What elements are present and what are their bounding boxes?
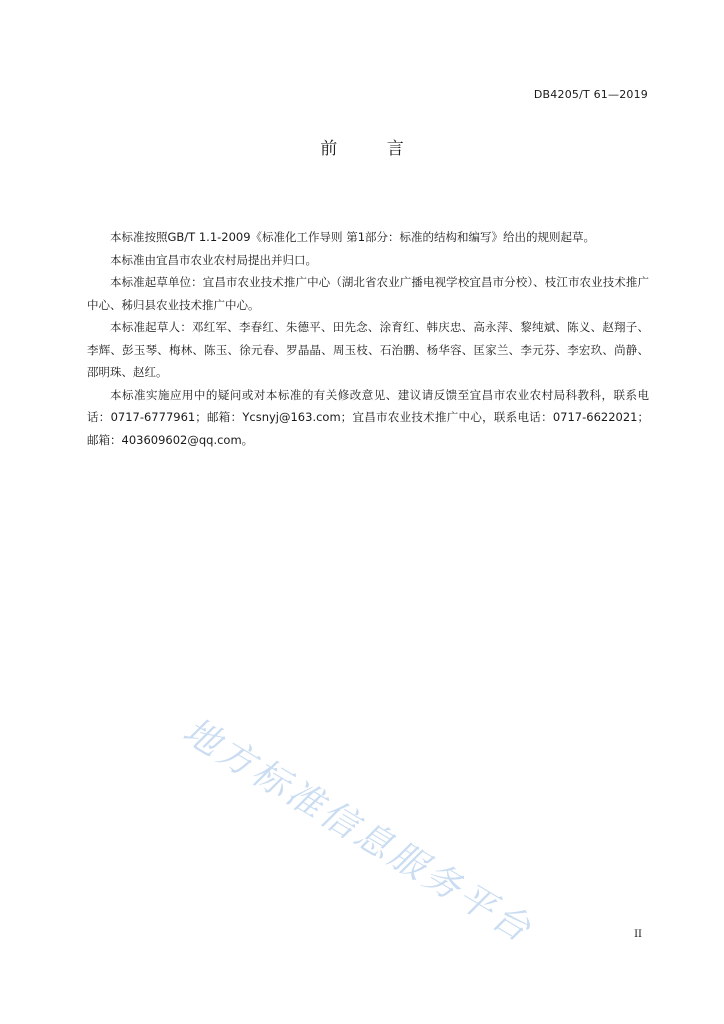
watermark: 地方标准信息服务平台 [175, 710, 540, 952]
paragraph-drafting-rules: 本标准按照GB/T 1.1-2009《标准化工作导则 第1部分：标准的结构和编写》给出的规则起草。 [110, 230, 596, 244]
document-code: DB4205/T 61—2019 [533, 88, 648, 101]
paragraph-proposer: 本标准由宜昌市农业农村局提出并归口。 [110, 252, 317, 267]
paragraph-drafters: 本标准起草人：邓红军、李春红、朱德平、田先念、涂育红、韩庆忠、高永萍、黎纯斌、陈义、赵翔子、李辉、彭玉琴、梅林、陈玉、徐元春、罗晶晶、周玉枝、石治鹏、杨华容、匡家兰、李元芬、李宏玖、尚静、邵明珠、赵红。 [87, 320, 649, 379]
paragraph-drafting-units: 本标准起草单位：宜昌市农业技术推广中心（湖北省农业广播电视学校宜昌市分校）、枝江市农业技术推广中心、秭归县农业技术推广中心。 [87, 275, 649, 312]
page-title: 前 言 [320, 139, 426, 159]
foreword-body [87, 226, 649, 451]
paragraph-feedback-contact: 本标准实施应用中的疑问或对本标准的有关修改意见、建议请反馈至宜昌市农业农村局科教科，联系电话：0717-6777961；邮箱：Ycsnyj@163.com；宜昌市农业技术推广中心，联系电话：0717-6622021；邮箱：403609602@qq.com。 [87, 387, 649, 447]
page-number: II [634, 929, 642, 940]
